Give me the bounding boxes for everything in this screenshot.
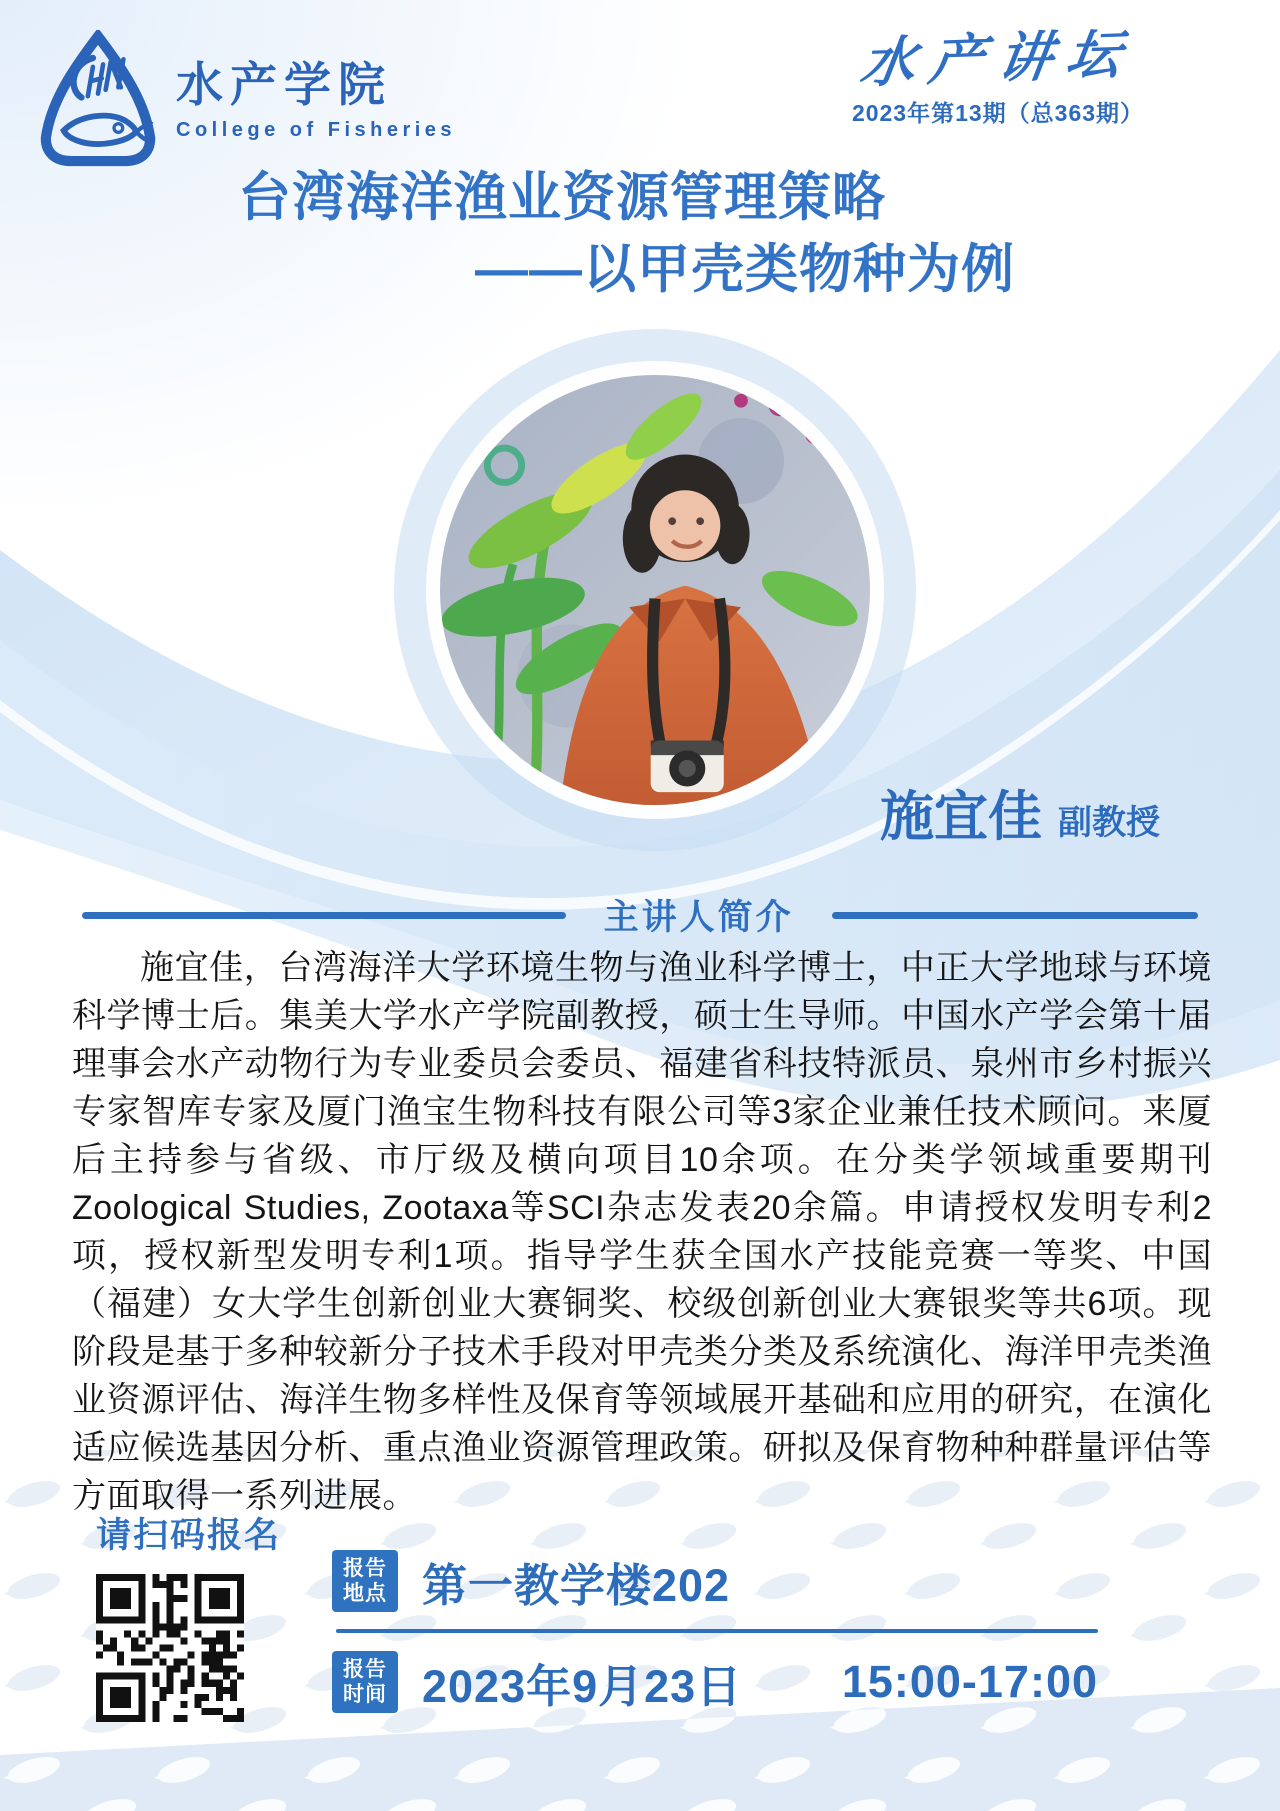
college-name-cn: 水产学院 — [176, 58, 392, 112]
college-logo-icon — [34, 30, 162, 170]
lecture-title-line2: ——以甲壳类物种为例 — [475, 239, 1015, 299]
location-badge — [332, 1550, 398, 1612]
time-row — [332, 1649, 1098, 1715]
forum-issue: 2023年第13期（总363期） — [851, 99, 1145, 126]
bio-section-header — [82, 890, 1198, 940]
forum-name: 水产讲坛 — [856, 21, 1140, 95]
college-name-en: College of Fisheries — [176, 118, 457, 141]
lecture-title-line1: 台湾海洋渔业资源管理策略 — [238, 168, 886, 227]
bio-section-title: 主讲人简介 — [603, 898, 794, 937]
speaker-row — [880, 787, 1210, 847]
time-value: 15:00-17:00 — [841, 1656, 1098, 1707]
qr-code — [96, 1574, 244, 1722]
scan-to-register-label: 请扫码报名 — [96, 1516, 282, 1555]
time-badge — [332, 1651, 398, 1713]
speaker-bio — [72, 944, 1212, 1520]
date-value: 2023年9月23日 — [422, 1660, 743, 1712]
header-rule-right — [832, 912, 1198, 919]
location-badge-line2: 地点 — [343, 1582, 387, 1605]
forum-block — [808, 21, 1188, 128]
speaker-name: 施宜佳 — [880, 787, 1042, 847]
time-badge-line2: 时间 — [343, 1683, 387, 1706]
location-row — [332, 1548, 1098, 1614]
location-value: 第一教学楼202 — [422, 1559, 731, 1611]
header-rule-left — [82, 912, 566, 919]
signup-block — [96, 1508, 282, 1722]
event-details — [332, 1548, 1098, 1715]
time-badge-line1: 报告 — [343, 1657, 387, 1681]
details-divider — [336, 1629, 1098, 1633]
speaker-bio-text: 施宜佳，台湾海洋大学环境生物与渔业科学博士，中正大学地球与环境科学博士后。集美大学水产学院副教授，硕士生导师。中国水产学会第十届理事会水产动物行为专业委员会委员、福建省科技特派员、泉州市乡村振兴专家智库专家及厦门渔宝生物科技有限公司等3家企业兼任技术顾问。来厦后主持参与省级、市厅级及横向项目10余项。在分类学领域重要期刊Zoological Studies, Zootaxa等SCI杂志发表20余篇。申请授权发明专利2项，授权新型发明专利1项。指导学生获全国水产技能竞赛一等奖、中国（福建）女大学生创新创业大赛铜奖、校级创新创业大赛银奖等共6项。现阶段是基于多种较新分子技术手段对甲壳类分类及系统演化、海洋甲壳类渔业资源评估、海洋生物多样性及保育等领域展开基础和应用的研究，在演化适应候选基因分析、重点渔业资源管理政策。研拟及保育物种种群量评估等方面取得一系列进展。 — [72, 949, 1212, 1515]
location-badge-line1: 报告 — [343, 1556, 387, 1580]
speaker-photo — [440, 375, 870, 805]
lecture-title — [0, 166, 1280, 301]
header-brand — [34, 30, 456, 170]
speaker-job-title: 副教授 — [1058, 804, 1160, 842]
